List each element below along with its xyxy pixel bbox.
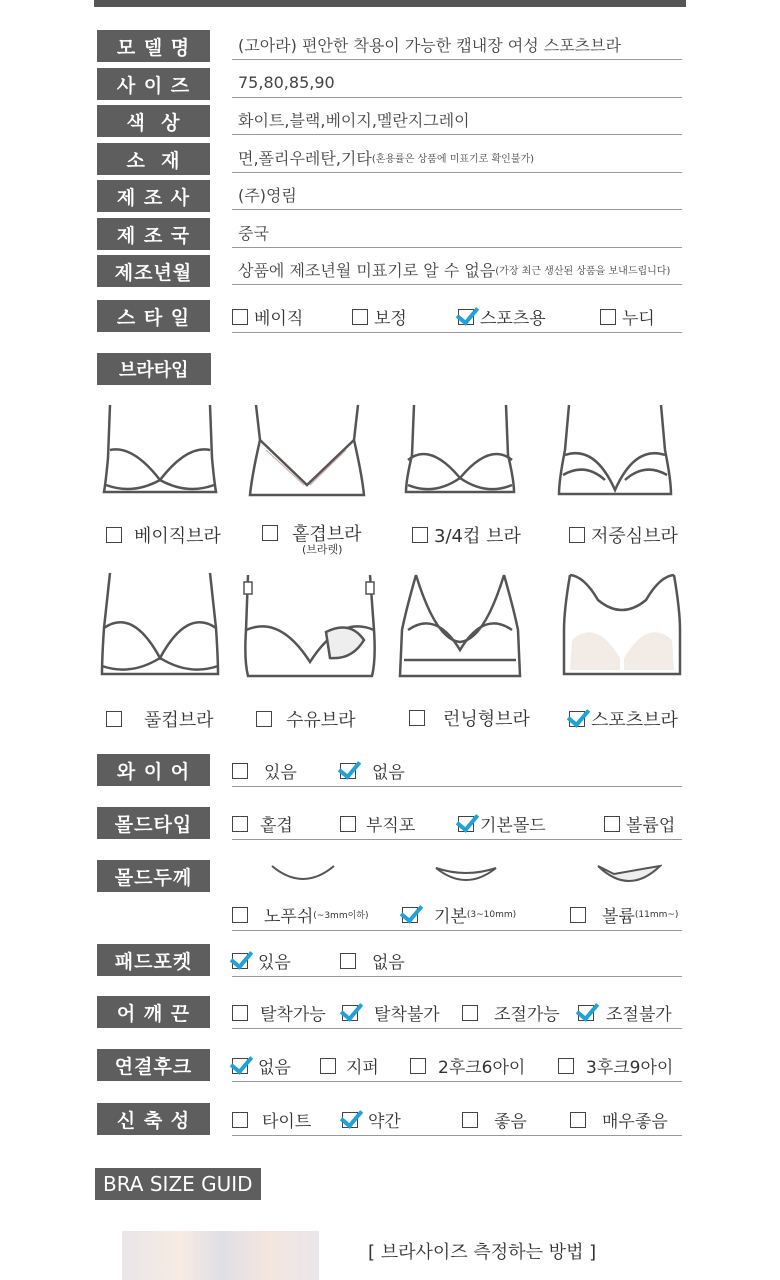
bralette-note: (브라렛) bbox=[302, 543, 343, 556]
value-country: 중국 bbox=[232, 218, 682, 248]
label-mold-thickness: 몰드두께 bbox=[97, 860, 210, 892]
style-options bbox=[232, 300, 682, 333]
size-guide-title: [ 브라사이즈 측정하는 방법 ] bbox=[368, 1242, 597, 1263]
checkbox[interactable] bbox=[570, 907, 586, 923]
date-text: 상품에 제조년월 미표기로 알 수 없음 bbox=[238, 261, 496, 280]
label-stretch: 신 축 성 bbox=[97, 1103, 210, 1135]
label-strap: 어 깨 끈 bbox=[97, 996, 210, 1028]
checkbox-checked[interactable] bbox=[232, 953, 248, 969]
checkbox[interactable] bbox=[106, 527, 122, 543]
stretch-good[interactable] bbox=[462, 1107, 527, 1132]
plunge-bra-illustration bbox=[555, 400, 675, 500]
no-push-mold-illustration bbox=[270, 862, 336, 884]
bra-type-nursing[interactable] bbox=[256, 706, 356, 732]
label-country: 제 조 국 bbox=[97, 218, 210, 250]
stretch-tight[interactable] bbox=[232, 1107, 311, 1132]
hook-3x9[interactable] bbox=[558, 1053, 673, 1078]
option-label: 탈착가능 bbox=[260, 1005, 326, 1025]
checkbox[interactable] bbox=[558, 1058, 574, 1074]
mold-type-options bbox=[232, 807, 682, 840]
checkbox-checked[interactable] bbox=[342, 1005, 358, 1021]
checkbox[interactable] bbox=[340, 816, 356, 832]
hook-2x6[interactable] bbox=[410, 1053, 525, 1078]
label-mold-type: 몰드타입 bbox=[97, 807, 210, 839]
option-note: (~3mm이하) bbox=[313, 911, 369, 921]
top-bar bbox=[94, 0, 686, 7]
option-label: 누디 bbox=[622, 309, 655, 329]
mold-type-volume[interactable] bbox=[604, 811, 675, 836]
mold-thickness-volume[interactable] bbox=[570, 902, 678, 927]
stretch-slight[interactable] bbox=[342, 1107, 401, 1132]
option-label: 약간 bbox=[368, 1112, 401, 1132]
bra-type-label: 홑겹브라 bbox=[292, 524, 362, 545]
checkbox[interactable] bbox=[320, 1058, 336, 1074]
mold-type-basic[interactable] bbox=[458, 811, 546, 836]
option-label: 없음 bbox=[372, 953, 405, 973]
bra-type-sports[interactable] bbox=[569, 706, 678, 732]
sports-bra-illustration bbox=[558, 570, 686, 686]
option-label: 조절불가 bbox=[606, 1005, 672, 1025]
checkbox[interactable] bbox=[409, 710, 425, 726]
bra-type-label: 런닝형브라 bbox=[443, 709, 530, 730]
checkbox[interactable] bbox=[106, 711, 122, 727]
value-size: 75,80,85,90 bbox=[232, 68, 682, 98]
mold-thickness-basic[interactable] bbox=[402, 902, 516, 927]
option-label: 보정 bbox=[374, 309, 407, 329]
label-pad-pocket: 패드포켓 bbox=[97, 944, 210, 976]
bra-type-label: 베이직브라 bbox=[134, 526, 221, 547]
wire-option-yes[interactable] bbox=[232, 758, 297, 783]
bra-type-demi[interactable] bbox=[412, 522, 521, 548]
stretch-options bbox=[232, 1103, 682, 1136]
strap-not-adjustable[interactable] bbox=[578, 1000, 672, 1025]
size-guide-photo bbox=[122, 1231, 319, 1280]
checkbox[interactable] bbox=[232, 816, 248, 832]
mold-type-nonwoven[interactable] bbox=[340, 811, 415, 836]
hook-options bbox=[232, 1049, 682, 1082]
style-option-nude[interactable] bbox=[600, 304, 655, 329]
mold-thickness-no-push[interactable] bbox=[232, 902, 369, 927]
option-label: 없음 bbox=[372, 763, 405, 783]
style-option-sports[interactable] bbox=[458, 304, 546, 329]
style-option-basic[interactable] bbox=[232, 304, 303, 329]
checkbox-checked[interactable] bbox=[458, 816, 474, 832]
option-label: 지퍼 bbox=[346, 1058, 379, 1078]
checkbox[interactable] bbox=[340, 953, 356, 969]
label-material: 소 재 bbox=[97, 143, 210, 175]
value-maker: (주)영림 bbox=[232, 180, 682, 210]
hook-zipper[interactable] bbox=[320, 1053, 379, 1078]
option-label: 스포츠용 bbox=[480, 309, 546, 329]
option-label: 있음 bbox=[258, 953, 291, 973]
option-label: 부직포 bbox=[366, 816, 416, 836]
date-note: (가장 최근 생산된 상품을 보내드립니다) bbox=[495, 266, 671, 277]
label-color: 색 상 bbox=[97, 105, 210, 137]
wire-option-no[interactable] bbox=[340, 758, 405, 783]
wire-options bbox=[232, 754, 682, 787]
checkbox-checked[interactable] bbox=[342, 1112, 358, 1128]
option-label: 없음 bbox=[258, 1058, 291, 1078]
material-text: 면,폴리우레탄,기타 bbox=[238, 149, 372, 168]
full-cup-illustration bbox=[98, 568, 222, 680]
option-note: (3~10mm) bbox=[466, 909, 517, 920]
checkbox[interactable] bbox=[232, 763, 248, 779]
checkbox[interactable] bbox=[232, 1005, 248, 1021]
bra-type-label: 스포츠브라 bbox=[591, 710, 678, 731]
checkbox[interactable] bbox=[352, 309, 368, 325]
checkbox[interactable] bbox=[410, 1058, 426, 1074]
value-material bbox=[232, 143, 682, 173]
checkbox[interactable] bbox=[600, 309, 616, 325]
checkbox-checked[interactable] bbox=[232, 1058, 248, 1074]
mold-type-single[interactable] bbox=[232, 811, 293, 836]
checkbox[interactable] bbox=[570, 1112, 586, 1128]
label-style: 스 타 일 bbox=[97, 300, 210, 332]
option-label: 매우좋음 bbox=[602, 1112, 668, 1132]
option-label: 타이트 bbox=[262, 1112, 312, 1132]
checkbox[interactable] bbox=[232, 309, 248, 325]
checkbox-checked[interactable] bbox=[340, 763, 356, 779]
option-label: 기본 bbox=[434, 907, 467, 927]
option-label: 2후크6아이 bbox=[438, 1058, 526, 1078]
pad-pocket-no[interactable] bbox=[340, 948, 405, 973]
value-date bbox=[232, 255, 682, 285]
bra-type-label: 풀컵브라 bbox=[144, 710, 214, 731]
label-size: 사 이 즈 bbox=[97, 68, 210, 100]
checkbox[interactable] bbox=[604, 816, 620, 832]
bra-type-label: 저중심브라 bbox=[591, 526, 678, 547]
strap-adjustable[interactable] bbox=[462, 1000, 560, 1025]
bra-type-basic[interactable] bbox=[106, 522, 221, 548]
strap-not-detachable[interactable] bbox=[342, 1000, 440, 1025]
basic-mold-illustration bbox=[434, 864, 498, 886]
value-model: (고아라) 편안한 착용이 가능한 캡내장 여성 스포츠브라 bbox=[232, 30, 682, 60]
checkbox[interactable] bbox=[569, 527, 585, 543]
option-label: 볼륨 bbox=[602, 907, 635, 927]
label-model: 모 델 명 bbox=[97, 30, 210, 62]
stretch-very-good[interactable] bbox=[570, 1107, 668, 1132]
bralette-illustration bbox=[246, 400, 368, 500]
basic-bra-illustration bbox=[98, 400, 222, 500]
checkbox[interactable] bbox=[462, 1005, 478, 1021]
option-label: 있음 bbox=[264, 763, 297, 783]
checkbox-checked[interactable] bbox=[578, 1005, 594, 1021]
option-note: (11mm~) bbox=[634, 909, 679, 920]
hook-none[interactable] bbox=[232, 1053, 291, 1078]
label-wire: 와 이 어 bbox=[97, 754, 210, 786]
value-color: 화이트,블랙,베이지,멜란지그레이 bbox=[232, 105, 682, 135]
size-guide-tag: BRA SIZE GUID bbox=[95, 1168, 261, 1200]
strap-options bbox=[232, 996, 682, 1029]
option-label: 베이직 bbox=[254, 309, 304, 329]
checkbox-checked[interactable] bbox=[569, 711, 585, 727]
bra-type-label: 수유브라 bbox=[286, 710, 356, 731]
nursing-bra-illustration bbox=[240, 570, 380, 682]
label-date: 제조년월 bbox=[97, 255, 210, 287]
option-label: 볼륨업 bbox=[626, 816, 676, 836]
label-bra-type: 브라타입 bbox=[97, 353, 211, 385]
checkbox[interactable] bbox=[412, 527, 428, 543]
option-label: 조절가능 bbox=[494, 1005, 560, 1025]
material-note: (혼용률은 상품에 미표기로 확인불가) bbox=[371, 154, 535, 165]
style-option-shaping[interactable] bbox=[352, 304, 407, 329]
option-label: 3후크9아이 bbox=[586, 1058, 674, 1078]
option-label: 탈착불가 bbox=[374, 1005, 440, 1025]
pad-pocket-options bbox=[232, 944, 682, 977]
pad-pocket-yes[interactable] bbox=[232, 948, 291, 973]
bra-type-full-cup[interactable] bbox=[106, 706, 214, 732]
checkbox-checked[interactable] bbox=[458, 309, 474, 325]
bra-type-running[interactable] bbox=[409, 705, 530, 731]
checkbox[interactable] bbox=[256, 711, 272, 727]
checkbox-checked[interactable] bbox=[402, 907, 418, 923]
checkbox[interactable] bbox=[262, 525, 278, 541]
option-label: 좋음 bbox=[494, 1112, 527, 1132]
running-bra-illustration bbox=[396, 570, 524, 686]
label-hook: 연결후크 bbox=[97, 1049, 210, 1081]
volume-mold-illustration bbox=[596, 862, 662, 888]
bra-type-plunge[interactable] bbox=[569, 522, 678, 548]
bra-type-label: 3/4컵 브라 bbox=[434, 526, 521, 547]
checkbox[interactable] bbox=[232, 907, 248, 923]
strap-detachable[interactable] bbox=[232, 1000, 326, 1025]
mold-thickness-options bbox=[232, 898, 682, 931]
label-maker: 제 조 사 bbox=[97, 180, 210, 212]
demi-cup-illustration bbox=[400, 400, 520, 500]
option-label: 홑겹 bbox=[260, 816, 293, 836]
option-label: 노푸쉬 bbox=[264, 907, 314, 927]
option-label: 기본몰드 bbox=[480, 816, 546, 836]
checkbox[interactable] bbox=[232, 1112, 248, 1128]
checkbox[interactable] bbox=[462, 1112, 478, 1128]
